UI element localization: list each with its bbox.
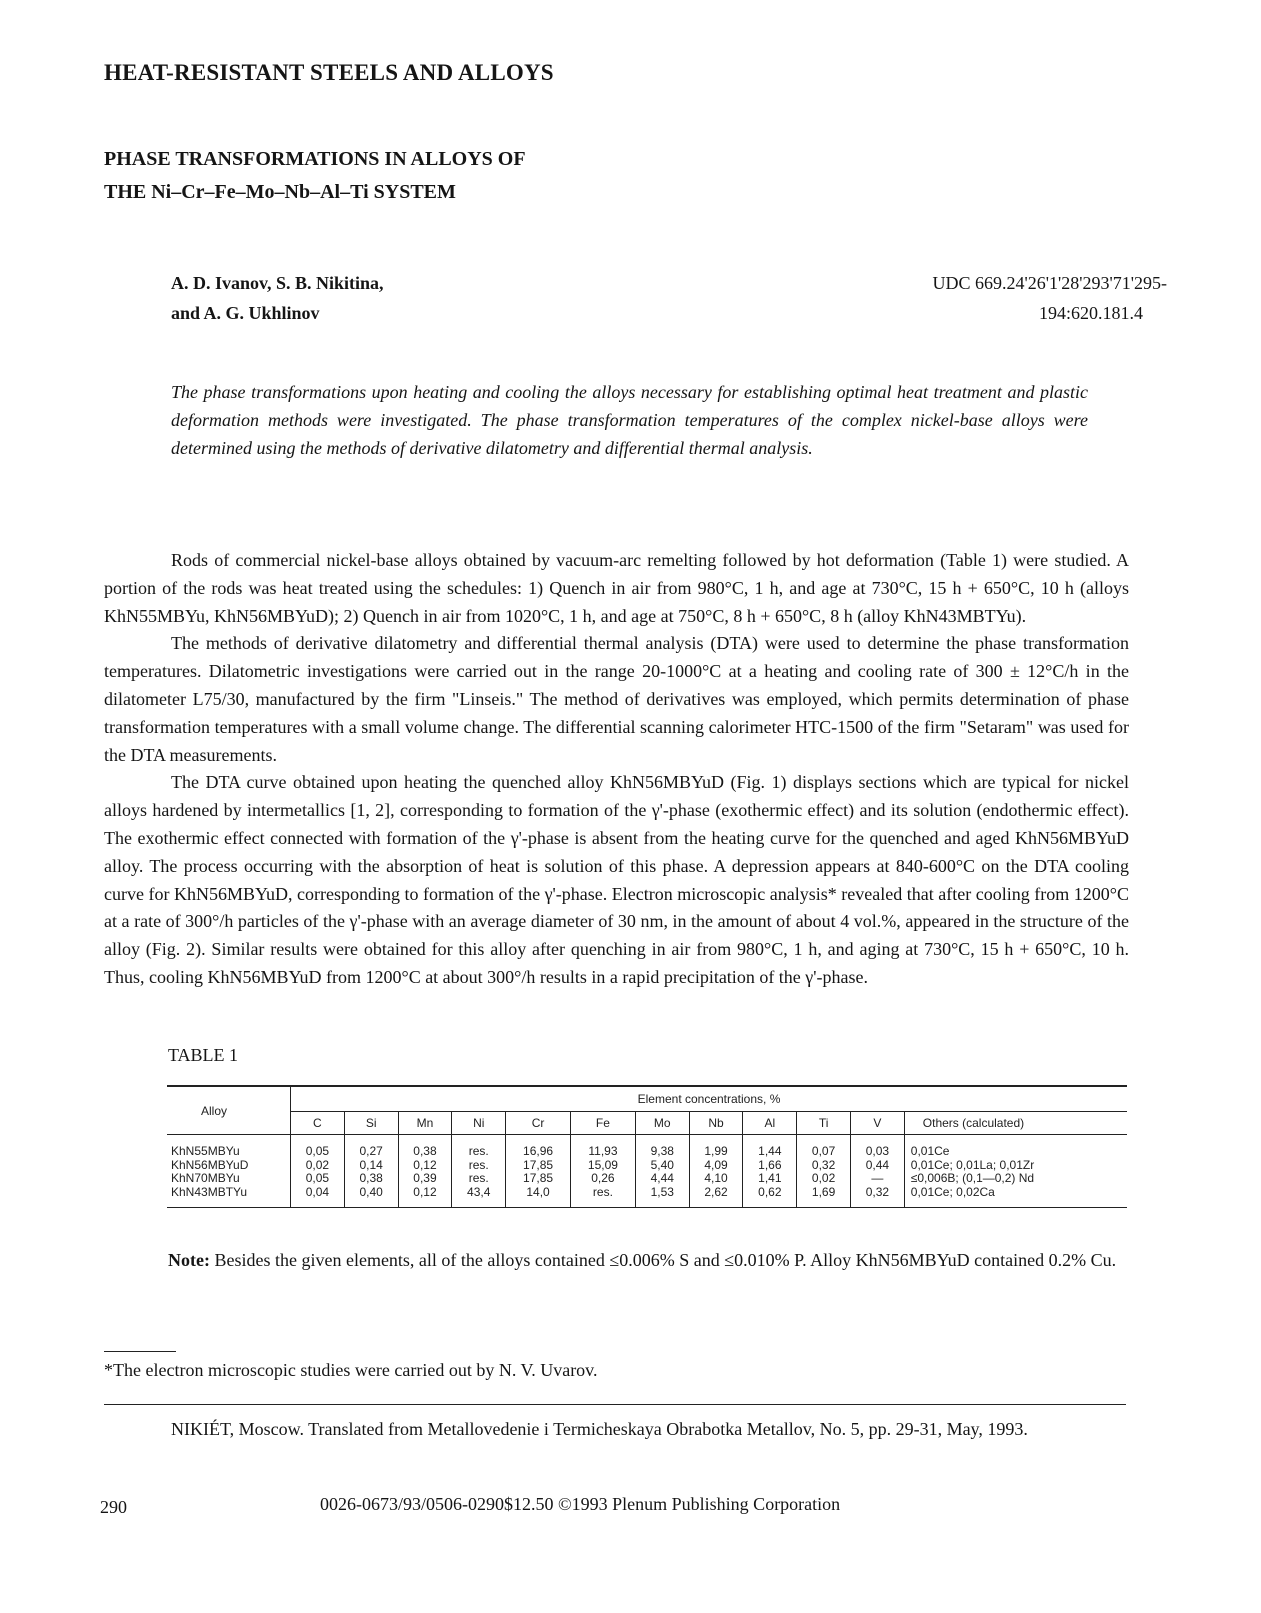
table-cell: 0,05 bbox=[305, 1144, 330, 1158]
column-header: Mo bbox=[635, 1112, 689, 1135]
column-header: C bbox=[291, 1112, 345, 1135]
body-text bbox=[104, 547, 1129, 992]
table-body-row bbox=[167, 1135, 1127, 1208]
footnote: *The electron microscopic studies were carried out by N. V. Uvarov. bbox=[104, 1360, 598, 1380]
table-cell: — bbox=[871, 1171, 884, 1185]
table-cell: 11,93 bbox=[588, 1144, 618, 1158]
table-cell: res. bbox=[468, 1157, 489, 1172]
table-label: TABLE 1 bbox=[168, 1045, 239, 1065]
alloy-name: KhN43MBTYu bbox=[171, 1184, 248, 1199]
group-header: Element concentrations, % bbox=[291, 1086, 1128, 1112]
alloy-name: KhN70MBYu bbox=[171, 1171, 240, 1185]
value-column-cell bbox=[506, 1135, 571, 1208]
table-cell: 4,09 bbox=[704, 1157, 728, 1172]
table-cell: 17,85 bbox=[523, 1157, 554, 1172]
value-column-cell bbox=[452, 1135, 506, 1208]
table-cell: 1,99 bbox=[704, 1144, 728, 1158]
table-cell: 1,41 bbox=[758, 1171, 782, 1185]
value-column-cell bbox=[291, 1135, 345, 1208]
table-cell: 16,96 bbox=[523, 1144, 554, 1158]
value-column-cell bbox=[904, 1135, 1127, 1208]
value-column-cell bbox=[797, 1135, 851, 1208]
publication-rule bbox=[104, 1404, 1126, 1405]
table-cell: 0,38 bbox=[413, 1144, 437, 1158]
table-cell: 0,04 bbox=[305, 1184, 330, 1199]
table-cell: 0,26 bbox=[591, 1171, 615, 1185]
alloy-name: KhN55MBYu bbox=[171, 1144, 240, 1158]
alloy-header: Alloy bbox=[167, 1086, 291, 1135]
table-cell: 43,4 bbox=[467, 1184, 491, 1199]
value-column-cell bbox=[689, 1135, 743, 1208]
table-cell: 4,10 bbox=[704, 1171, 728, 1185]
column-header: Cr bbox=[506, 1112, 571, 1135]
table-cell: 5,40 bbox=[650, 1157, 674, 1172]
table-cell: 0,12 bbox=[413, 1157, 437, 1172]
table-cell: 0,01Ce bbox=[910, 1144, 950, 1158]
table-cell: 0,39 bbox=[413, 1171, 437, 1185]
authors-line-2: and A. G. Ukhlinov bbox=[171, 303, 320, 323]
table-cell: 0,44 bbox=[865, 1157, 890, 1172]
table-cell: 0,62 bbox=[758, 1184, 782, 1199]
table-cell: 0,27 bbox=[359, 1144, 383, 1158]
value-column-cell bbox=[398, 1135, 452, 1208]
authors-line-1: A. D. Ivanov, S. B. Nikitina, bbox=[171, 273, 384, 293]
copyright-line: 0026-0673/93/0506-0290$12.50 ©1993 Plenum Publishing Corporation bbox=[320, 1494, 841, 1514]
table-cell: 1,69 bbox=[811, 1184, 836, 1199]
udc-line-2: 194:620.181.4 bbox=[1038, 303, 1143, 323]
value-column-cell bbox=[344, 1135, 398, 1208]
table-note bbox=[168, 1245, 1126, 1275]
value-column-cell bbox=[635, 1135, 689, 1208]
authors bbox=[171, 268, 384, 328]
table-cell: 4,44 bbox=[650, 1171, 674, 1185]
paper-title bbox=[104, 143, 526, 209]
table-cell: 0,07 bbox=[811, 1144, 836, 1158]
note-text: Besides the given elements, all of the alloys contained ≤0.006% S and ≤0.010% P. Alloy KhN56MBYuD contained 0.2% Cu. bbox=[209, 1250, 1117, 1270]
table-cell: 0,40 bbox=[359, 1184, 383, 1199]
table-cell: 0,02 bbox=[811, 1171, 836, 1185]
note-label: Note: bbox=[168, 1250, 210, 1270]
table-cell: 0,14 bbox=[359, 1157, 383, 1172]
paper-title-line-1: PHASE TRANSFORMATIONS IN ALLOYS OF bbox=[104, 148, 526, 170]
alloy-name: KhN56MBYuD bbox=[171, 1157, 249, 1172]
table-cell: res. bbox=[592, 1184, 613, 1199]
paragraph-2: The methods of derivative dilatometry and differential thermal analysis (DTA) were used to determine the phase transformation temperatures. Dilatometric investigations were carried out in the range 20-1000°C at a heating and cooling rate of 300 ± 12°C/h in the dilatometer L75/30, manufactured by the firm "Linseis." The method of derivatives was employed, which permits determination of phase transformation temperatures with a small volume change. The differential scanning calorimeter HTC-1500 of the firm "Setaram" was used for the DTA measurements. bbox=[104, 633, 1129, 765]
column-header: Si bbox=[344, 1112, 398, 1135]
table-cell: 1,44 bbox=[758, 1144, 782, 1158]
table-cell: 15,09 bbox=[587, 1157, 618, 1172]
paragraph-1: Rods of commercial nickel-base alloys obtained by vacuum-arc remelting followed by hot deformation (Table 1) were studied. A portion of the rods was heat treated using the schedules: 1) Quench in air from 980°C, 1 h, and age at 730°C, 15 h + 650°C, 10 h (alloys KhN55MBYu, KhN56MBYuD); 2) Quench in air from 1020°C, 1 h, and age at 750°C, 8 h + 650°C, 8 h (alloy KhN43MBTYu). bbox=[104, 550, 1129, 626]
table-cell: 1,66 bbox=[758, 1157, 782, 1172]
table-cell: res. bbox=[468, 1144, 489, 1158]
table-cell: 0,03 bbox=[865, 1144, 890, 1158]
table-cell: 0,32 bbox=[865, 1184, 890, 1199]
table-cell: 17,85 bbox=[523, 1171, 554, 1185]
column-header: Fe bbox=[571, 1112, 636, 1135]
column-header: V bbox=[851, 1112, 905, 1135]
footnote-rule bbox=[104, 1351, 176, 1352]
abstract: The phase transformations upon heating and cooling the alloys necessary for establishing optimal heat treatment and plastic deformation methods were investigated. The phase transformation temperatures of the complex nickel-base alloys were determined using the methods of derivative dilatometry and differential thermal analysis. bbox=[171, 382, 1088, 458]
value-column-cell bbox=[743, 1135, 797, 1208]
table-cell: 0,01Ce; 0,01La; 0,01Zr bbox=[910, 1157, 1035, 1172]
table-cell: 0,38 bbox=[359, 1171, 383, 1185]
table-cell: 14,0 bbox=[526, 1184, 550, 1199]
table-cell: ≤0,006B; (0,1—0,2) Nd bbox=[910, 1171, 1035, 1185]
column-header: Al bbox=[743, 1112, 797, 1135]
section-title: HEAT-RESISTANT STEELS AND ALLOYS bbox=[104, 60, 554, 85]
table-cell: res. bbox=[468, 1171, 489, 1185]
alloy-name-cell bbox=[167, 1135, 291, 1208]
table-1 bbox=[167, 1085, 1127, 1208]
publication-text: NIKIÉT, Moscow. Translated from Metallovedenie i Termicheskaya Obrabotka Metallov, No. 5, pp. 29-31, May, 1993. bbox=[171, 1419, 1028, 1439]
value-column-cell bbox=[851, 1135, 905, 1208]
udc-line-1: UDC 669.24'26'1'28'293'71'295- bbox=[932, 273, 1167, 293]
column-header: Nb bbox=[689, 1112, 743, 1135]
value-column-cell bbox=[571, 1135, 636, 1208]
table-cell: 0,12 bbox=[413, 1184, 437, 1199]
table-cell: 0,05 bbox=[305, 1171, 330, 1185]
column-header: Ti bbox=[797, 1112, 851, 1135]
page-number: 290 bbox=[100, 1497, 127, 1517]
table-cell: 2,62 bbox=[704, 1184, 728, 1199]
table-cell: 1,53 bbox=[650, 1184, 674, 1199]
column-header: Ni bbox=[452, 1112, 506, 1135]
paragraph-3: The DTA curve obtained upon heating the quenched alloy KhN56MBYuD (Fig. 1) displays sections which are typical for nickel alloys hardened by intermetallics [1, 2], corresponding to formation of the γ'-phase (exothermic effect) and its solution (endothermic effect). The exothermic effect connected with formation of the γ'-phase is absent from the heating curve for the quenched and aged KhN56MBYuD alloy. The process occurring with the absorption of heat is solution of this phase. A depression appears at 840-600°C on the DTA cooling curve for KhN56MBYuD, corresponding to formation of the γ'-phase. Electron microscopic analysis* revealed that after cooling from 1200°C at a rate of 300°/h particles of the γ'-phase with an average diameter of 30 nm, in the amount of about 4 vol.%, appeared in the structure of the alloy (Fig. 2). Similar results were obtained for this alloy after quenching in air from 980°C, 1 h, and aging at 730°C, 15 h + 650°C, 10 h. Thus, cooling KhN56MBYuD from 1200°C at about 300°/h results in a rapid precipitation of the γ'-phase. bbox=[104, 772, 1129, 987]
table-cell: 0,32 bbox=[811, 1157, 836, 1172]
column-header: Mn bbox=[398, 1112, 452, 1135]
publication-info bbox=[104, 1414, 1126, 1444]
column-header: Others (calculated) bbox=[904, 1112, 1127, 1135]
table-cell: 9,38 bbox=[650, 1144, 674, 1158]
composition-table bbox=[167, 1085, 1127, 1208]
udc-code bbox=[933, 268, 1167, 328]
paper-title-line-2: THE Ni–Cr–Fe–Mo–Nb–Al–Ti SYSTEM bbox=[104, 181, 456, 203]
table-cell: 0,01Ce; 0,02Ca bbox=[910, 1184, 995, 1199]
table-cell: 0,02 bbox=[305, 1157, 330, 1172]
